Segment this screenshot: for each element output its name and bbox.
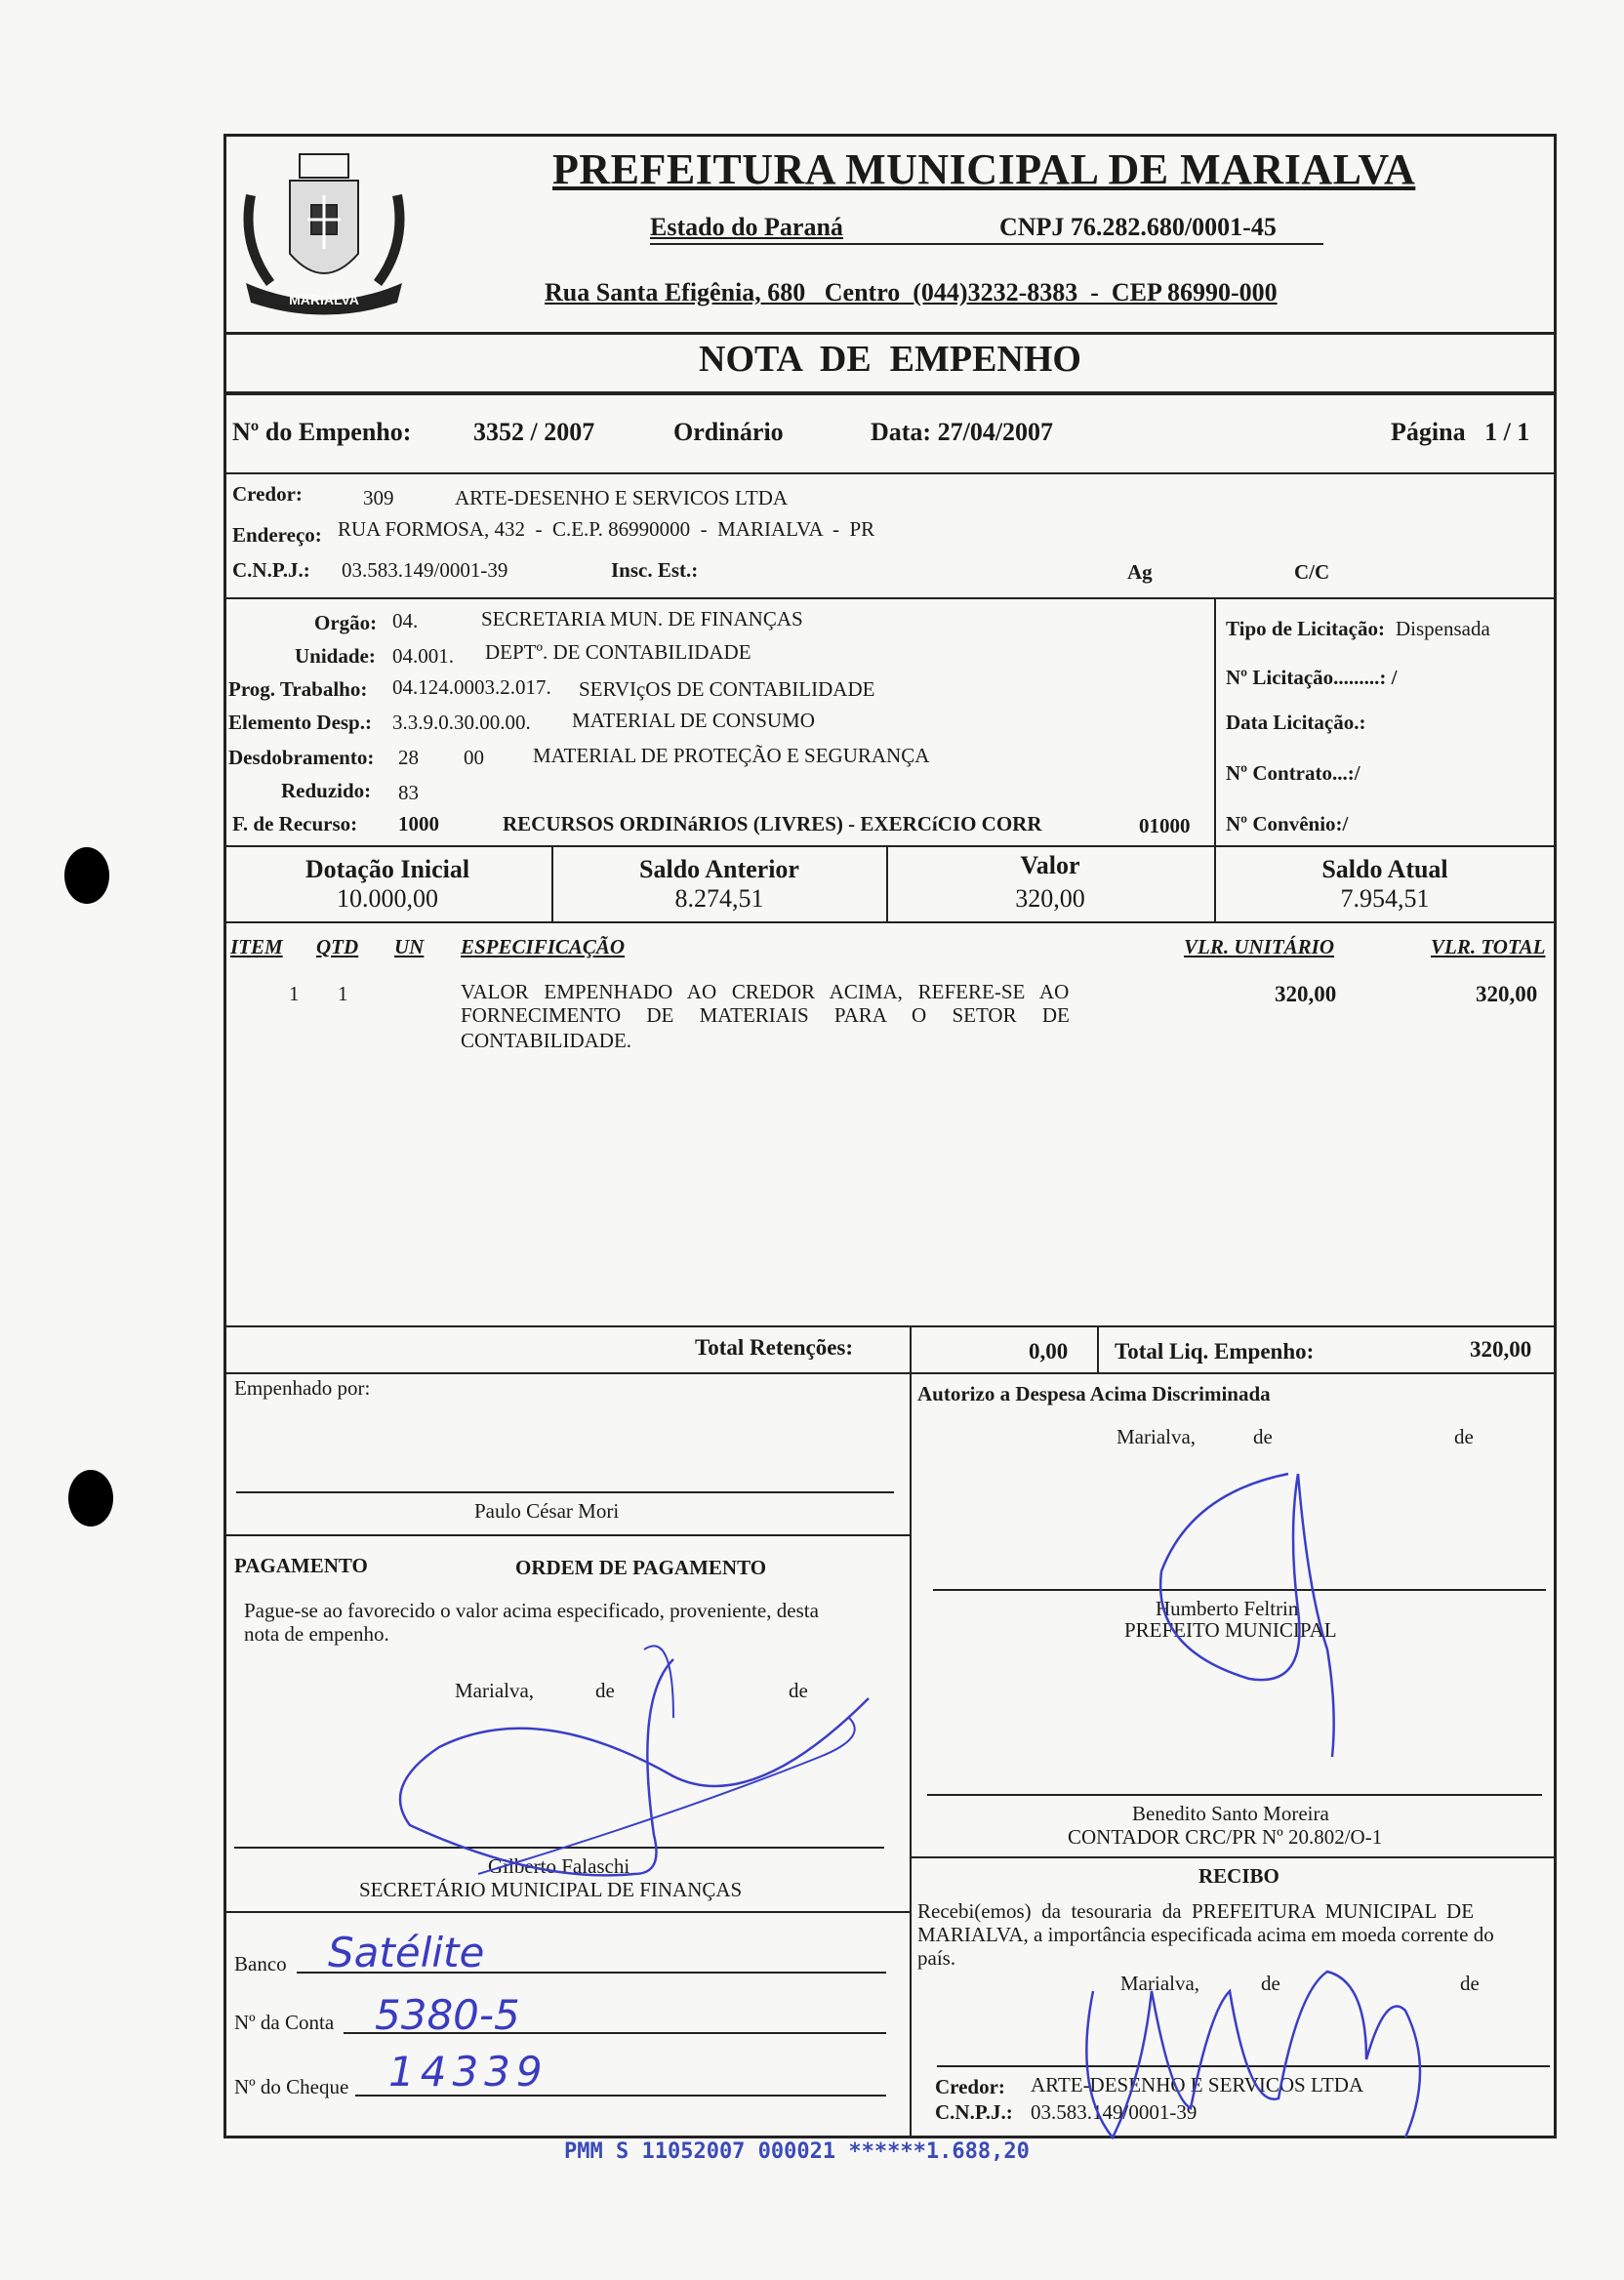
header-address: Rua Santa Efigênia, 680 Centro (044)3232-8383 - CEP 86990-000: [545, 278, 1278, 306]
row-spec-line3: CONTABILIDADE.: [461, 1029, 632, 1052]
pagamento-text-line1: Pague-se ao favorecido o valor acima especificado, proveniente, desta: [244, 1599, 819, 1622]
pagamento-label: PAGAMENTO: [234, 1554, 368, 1577]
elem-name: MATERIAL DE CONSUMO: [572, 709, 815, 732]
secretary-signature: [381, 1640, 888, 1893]
orgao-code: 04.: [392, 609, 419, 632]
recibo-de2: de: [1460, 1972, 1480, 1995]
secretario-name: Gilberto Falaschi: [488, 1854, 630, 1878]
col-item: ITEM: [230, 935, 283, 958]
empenho-type: Ordinário: [673, 418, 784, 446]
unidade-code: 04.001.: [392, 644, 454, 668]
credor-label: Credor:: [232, 482, 303, 506]
recurso-label: F. de Recurso:: [232, 812, 358, 835]
secretario-role: SECRETÁRIO MUNICIPAL DE FINANÇAS: [359, 1878, 743, 1901]
autorizo-label: Autorizo a Despesa Acima Discriminada: [917, 1382, 1271, 1405]
col-especificacao: ESPECIFICAÇÃO: [461, 935, 626, 958]
contador-name: Benedito Santo Moreira: [1132, 1802, 1329, 1825]
insc-label: Insc. Est.:: [611, 558, 699, 582]
col-qtd: QTD: [316, 935, 359, 958]
desd-label: Desdobramento:: [228, 746, 375, 769]
saldo-anterior-value: 8.274,51: [674, 884, 764, 913]
cheque-field[interactable]: 14339: [388, 2048, 548, 2096]
header-title: PREFEITURA MUNICIPAL DE MARIALVA: [552, 145, 1416, 193]
prefeito-name: Humberto Feltrin: [1156, 1597, 1299, 1620]
elem-label: Elemento Desp.:: [228, 711, 372, 734]
conta-label: Nº da Conta: [234, 2011, 335, 2034]
pagamento-place: Marialva,: [455, 1679, 535, 1702]
document-title: NOTA DE EMPENHO: [699, 339, 1081, 380]
desd-name: MATERIAL DE PROTEÇÃO E SEGURANÇA: [533, 744, 930, 767]
saldo-atual-value: 7.954,51: [1340, 884, 1430, 913]
punch-hole-bottom: [68, 1470, 113, 1527]
credor-address: RUA FORMOSA, 432 - C.E.P. 86990000 - MARIALVA - PR: [338, 517, 875, 541]
total-liq-value: 320,00: [1470, 1337, 1532, 1362]
unidade-name: DEPTº. DE CONTABILIDADE: [485, 640, 751, 664]
licitacao-data: Data Licitação.:: [1226, 711, 1366, 734]
mayor-signature: [1152, 1454, 1366, 1767]
autorizo-de2: de: [1454, 1425, 1474, 1448]
cnpj-label: C.N.P.J.:: [232, 558, 310, 582]
empenhado-name: Paulo César Mori: [474, 1499, 620, 1523]
row-spec-line2: FORNECIMENTO DE MATERIAIS PARA O SETOR DE: [461, 1003, 1070, 1027]
pagamento-text-line2: nota de empenho.: [244, 1622, 389, 1646]
credor-signature: [1074, 1952, 1444, 2147]
dotacao-value: 10.000,00: [337, 884, 438, 913]
recurso-code: 1000: [398, 812, 439, 835]
dotacao-label: Dotação Inicial: [304, 855, 470, 883]
empenhado-label: Empenhado por:: [234, 1376, 371, 1400]
address-label: Endereço:: [232, 523, 322, 547]
reduzido-label: Reduzido:: [281, 779, 372, 802]
row-spec-line1: VALOR EMPENHADO AO CREDOR ACIMA, REFERE-SE AO: [461, 980, 1070, 1003]
row-unit-value: 320,00: [1275, 982, 1337, 1006]
autorizo-de1: de: [1253, 1425, 1273, 1448]
cheque-label: Nº do Cheque: [234, 2075, 349, 2098]
contador-role: CONTADOR CRC/PR Nº 20.802/O-1: [1068, 1825, 1383, 1849]
licitacao-convenio: Nº Convênio:/: [1226, 812, 1349, 835]
recurso-code2: 01000: [1139, 814, 1191, 837]
valor-value: 320,00: [1015, 884, 1085, 913]
seal-text: MARIALVA: [289, 292, 359, 307]
prog-code: 04.124.0003.2.017.: [392, 675, 551, 699]
empenho-date: Data: 27/04/2007: [871, 418, 1054, 446]
credor-cnpj: 03.583.149/0001-39: [342, 558, 508, 582]
licitacao-tipo-label: Tipo de Licitação:: [1226, 617, 1385, 640]
header-cnpj: CNPJ 76.282.680/0001-45: [999, 213, 1277, 241]
unidade-label: Unidade:: [295, 644, 376, 668]
recurso-name: RECURSOS ORDINáRIOS (LIVRES) - EXERCíCIO CORR: [503, 812, 1042, 835]
recibo-cnpj: 03.583.149/0001-39: [1031, 2100, 1198, 2124]
licitacao-num: Nº Licitação.........: /: [1226, 666, 1398, 689]
saldo-atual-label: Saldo Atual: [1321, 855, 1448, 883]
elem-code: 3.3.9.0.30.00.00.: [392, 711, 531, 734]
row-item: 1: [289, 982, 300, 1005]
prog-label: Prog. Trabalho:: [228, 677, 368, 701]
credor-code: 309: [363, 486, 394, 509]
recibo-line1: Recebi(emos) da tesouraria da PREFEITURA MUNICIPAL DE: [917, 1899, 1475, 1923]
licitacao-tipo: Dispensada: [1396, 617, 1490, 640]
ag-label: Ag: [1127, 560, 1153, 584]
page-number: Página 1 / 1: [1391, 418, 1530, 446]
empenho-number: 3352 / 2007: [473, 418, 595, 446]
reduzido-value: 83: [398, 781, 419, 804]
pagamento-de2: de: [789, 1679, 808, 1702]
prefeito-role: PREFEITO MUNICIPAL: [1124, 1618, 1337, 1642]
recibo-place: Marialva,: [1120, 1972, 1200, 1995]
banco-label: Banco: [234, 1952, 287, 1975]
licitacao-contrato: Nº Contrato...:/: [1226, 761, 1360, 785]
saldo-anterior-label: Saldo Anterior: [639, 855, 799, 883]
col-vlr-unitario: VLR. UNITÁRIO: [1184, 935, 1335, 958]
header-state: Estado do Paraná: [650, 213, 843, 241]
punch-hole-top: [64, 847, 109, 904]
banco-field[interactable]: Satélite: [328, 1929, 485, 1976]
total-retencoes-label: Total Retenções:: [695, 1335, 854, 1360]
empenho-label: Nº do Empenho:: [232, 418, 412, 446]
orgao-name: SECRETARIA MUN. DE FINANÇAS: [481, 607, 803, 631]
recibo-line2: MARIALVA, a importância especificada acima em moeda corrente do: [917, 1923, 1494, 1946]
recibo-label: RECIBO: [1198, 1864, 1279, 1888]
ordem-pagamento-label: ORDEM DE PAGAMENTO: [515, 1556, 767, 1579]
recibo-de1: de: [1261, 1972, 1280, 1995]
row-total-value: 320,00: [1476, 982, 1538, 1006]
conta-field[interactable]: 5380-5: [375, 1991, 520, 2039]
total-liq-label: Total Liq. Empenho:: [1115, 1339, 1315, 1364]
orgao-label: Orgão:: [314, 611, 378, 634]
recibo-line3: país.: [917, 1946, 956, 1970]
prog-name: SERVIçOS DE CONTABILIDADE: [579, 677, 875, 701]
recibo-credor: ARTE-DESENHO E SERVICOS LTDA: [1031, 2073, 1364, 2097]
autorizo-place: Marialva,: [1116, 1425, 1197, 1448]
recibo-credor-label: Credor:: [935, 2075, 1005, 2098]
total-retencoes-value: 0,00: [1029, 1339, 1069, 1364]
valor-label: Valor: [1020, 851, 1080, 879]
pagamento-de1: de: [595, 1679, 615, 1702]
stamp-text: PMM S 11052007 000021 ******1.688,20: [564, 2139, 1030, 2164]
desd-code1: 28: [398, 746, 419, 769]
col-vlr-total: VLR. TOTAL: [1431, 935, 1546, 958]
recibo-cnpj-label: C.N.P.J.:: [935, 2100, 1013, 2124]
credor-name: ARTE-DESENHO E SERVICOS LTDA: [455, 486, 789, 509]
cc-label: C/C: [1294, 560, 1330, 584]
col-un: UN: [394, 935, 425, 958]
municipal-seal: [231, 137, 417, 322]
desd-code2: 00: [464, 746, 484, 769]
row-qtd: 1: [338, 982, 348, 1005]
